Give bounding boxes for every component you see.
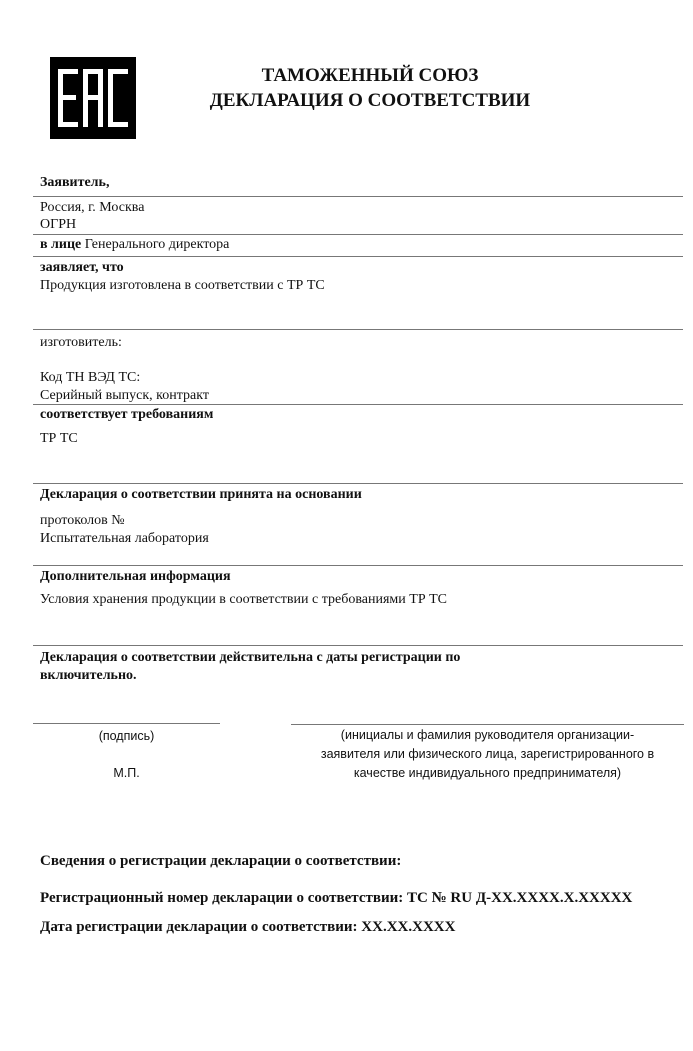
requirements-text: ТР ТС — [40, 431, 78, 446]
basis-protocols: протоколов № — [40, 513, 125, 528]
applicant-person — [40, 236, 229, 253]
person-prefix: в лице — [40, 237, 82, 252]
applicant-ogrn: ОГРН — [40, 217, 77, 232]
applicant-heading: Заявитель, — [40, 175, 110, 190]
title-declaration: ДЕКЛАРАЦИЯ О СООТВЕТСТВИИ — [209, 90, 531, 111]
divider — [33, 329, 683, 330]
divider — [33, 234, 683, 235]
additional-text: Условия хранения продукции в соответствии с требованиями ТР ТС — [40, 592, 448, 607]
divider — [33, 645, 683, 646]
person-value: Генерального директора — [84, 237, 230, 252]
divider — [33, 483, 683, 484]
additional-heading: Дополнительная информация — [40, 569, 231, 584]
name-caption-line1: (инициалы и фамилия руководителя организации- — [340, 728, 635, 742]
title-customs-union: ТАМОЖЕННЫЙ СОЮЗ — [261, 65, 479, 86]
name-caption-line3: качестве индивидуального предпринимателя) — [353, 766, 622, 780]
registration-date: Дата регистрации декларации о соответствии: ХХ.ХХ.ХХХХ — [40, 919, 456, 935]
divider — [33, 196, 683, 197]
eac-logo-mark — [50, 57, 136, 139]
basis-heading: Декларация о соответствии принята на основании — [40, 487, 362, 502]
signature-line — [33, 723, 220, 724]
validity-line1: Декларация о соответствии действительна с даты регистрации по — [40, 650, 461, 665]
manufacturer-tn-ved: Код ТН ВЭД ТС: — [40, 370, 141, 385]
manufacturer-label: изготовитель: — [40, 335, 122, 350]
requirements-heading: соответствует требованиям — [40, 407, 214, 422]
eac-logo — [50, 57, 136, 139]
manufacturer-production: Серийный выпуск, контракт — [40, 388, 209, 403]
divider — [33, 404, 683, 405]
divider — [33, 565, 683, 566]
registration-number: Регистрационный номер декларации о соответствии: ТС № RU Д-ХХ.ХХХХ.Х.ХХХХХ — [40, 890, 633, 906]
applicant-location: Россия, г. Москва — [40, 200, 145, 215]
basis-lab: Испытательная лаборатория — [40, 531, 209, 546]
statement-heading: заявляет, что — [40, 260, 124, 275]
signature-caption: (подпись) — [98, 729, 155, 743]
registration-heading: Сведения о регистрации декларации о соответствии: — [40, 853, 402, 869]
divider — [33, 256, 683, 257]
name-line — [291, 724, 684, 725]
statement-text: Продукция изготовлена в соответствии с ТР ТС — [40, 278, 325, 293]
name-caption-line2: заявителя или физического лица, зарегистрированного в — [320, 747, 655, 761]
stamp-label: М.П. — [113, 766, 140, 780]
validity-line2: включительно. — [40, 668, 137, 683]
